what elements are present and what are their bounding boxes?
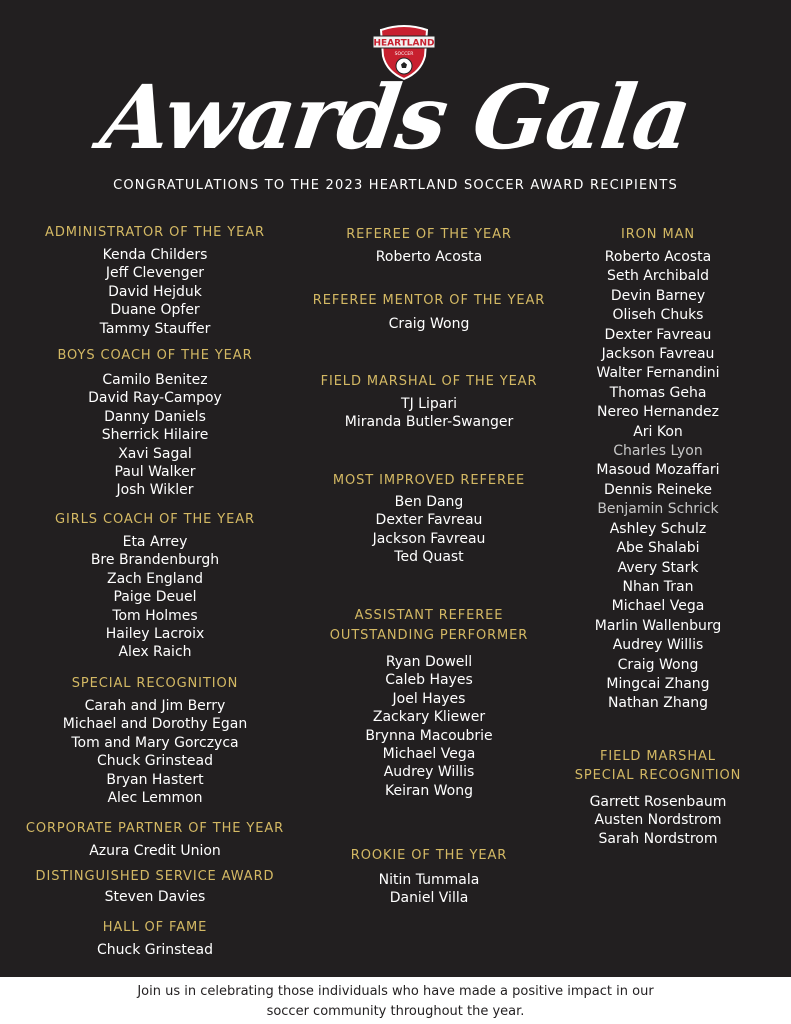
list-item: Bryan Hastert: [106, 771, 204, 788]
list-item: David Ray-Campoy: [88, 390, 222, 407]
list-item: Abe Shalabi: [616, 540, 700, 557]
list-item: Craig Wong: [388, 316, 470, 332]
list-item: Alec Lemmon: [107, 790, 203, 807]
names-field-marshal-special: [548, 793, 768, 848]
list-item: Hailey Lacroix: [105, 626, 205, 643]
list-item: Joel Hayes: [392, 690, 466, 707]
list-item: Roberto Acosta: [604, 249, 712, 265]
list-item: Chuck Grinstead: [96, 942, 213, 958]
list-item: Jeff Clevenger: [105, 265, 205, 282]
heading-iron-man: IRON MAN: [621, 227, 695, 242]
list-item: Zackary Kliewer: [372, 709, 486, 726]
heading-outstanding-performer: OUTSTANDING PERFORMER: [329, 628, 529, 643]
list-item: Keiran Wong: [385, 782, 473, 799]
heading-special-recognition: SPECIAL RECOGNITION: [71, 676, 239, 691]
list-item: Michael Vega: [611, 598, 705, 615]
heading-hall-of-fame: HALL OF FAME: [102, 920, 208, 935]
heading-field-marshal: FIELD MARSHAL OF THE YEAR: [320, 374, 538, 389]
footer-line-2: soccer community throughout the year.: [266, 1004, 525, 1019]
names-girls-coach: [10, 533, 300, 662]
names-special-recognition: [10, 697, 300, 807]
heading-boys-coach: BOYS COACH OF THE YEAR: [57, 348, 253, 363]
list-item: Paul Walker: [114, 464, 196, 481]
list-item: Nereo Hernandez: [597, 404, 719, 421]
heading-assistant-referee: ASSISTANT REFEREE: [354, 608, 504, 623]
list-item: Avery Stark: [617, 559, 699, 576]
logo-sub-text: SOCCER: [394, 52, 414, 57]
names-iron-man: [548, 248, 768, 714]
heading-field-marshal-special-line2: SPECIAL RECOGNITION: [574, 768, 742, 783]
names-corporate-partner: [10, 842, 300, 860]
list-item: Mingcai Zhang: [606, 675, 710, 692]
list-item: Benjamin Schrick: [597, 501, 719, 518]
list-item: Austen Nordstrom: [594, 812, 722, 829]
list-item: Paige Deuel: [113, 589, 197, 606]
list-item: Tom Holmes: [112, 607, 198, 624]
names-distinguished-service: [10, 888, 300, 906]
list-item: Audrey Willis: [383, 764, 475, 781]
list-item: Oliseh Chuks: [612, 307, 704, 324]
list-item: Masoud Mozaffari: [596, 462, 720, 479]
list-item: Dennis Reineke: [603, 481, 713, 498]
list-item: Roberto Acosta: [375, 249, 483, 265]
list-item: Jackson Favreau: [601, 346, 715, 363]
list-item: Tom and Mary Gorczyca: [71, 734, 239, 751]
names-hall-of-fame: [10, 941, 300, 959]
list-item: Sarah Nordstrom: [598, 830, 718, 847]
list-item: David Hejduk: [108, 283, 202, 300]
names-field-marshal: [295, 395, 563, 432]
logo-brand-text: HEARTLAND: [373, 38, 435, 49]
list-item: Nhan Tran: [622, 578, 694, 595]
heading-girls-coach: GIRLS COACH OF THE YEAR: [55, 512, 255, 527]
list-item: Nathan Zhang: [607, 695, 709, 712]
list-item: Seth Archibald: [606, 268, 710, 285]
list-item: Ryan Dowell: [385, 654, 473, 670]
names-referee: [295, 248, 563, 266]
list-item: Michael and Dorothy Egan: [62, 716, 248, 733]
list-item: Ashley Schulz: [609, 520, 707, 537]
list-item: Zach England: [106, 570, 204, 587]
list-item: Nitin Tummala: [378, 872, 480, 888]
heading-referee-mentor: REFEREE MENTOR OF THE YEAR: [312, 293, 546, 308]
list-item: Tammy Stauffer: [99, 320, 211, 337]
column-left: [10, 0, 300, 977]
list-item: Alex Raich: [118, 644, 192, 661]
list-item: Walter Fernandini: [596, 365, 720, 382]
list-item: Thomas Geha: [609, 384, 707, 401]
names-assistant-referee: [295, 653, 563, 800]
page-title: Awards Gala: [95, 65, 696, 169]
list-item: Sherrick Hilaire: [101, 427, 209, 444]
list-item: Ted Quast: [394, 549, 464, 566]
list-item: Audrey Willis: [612, 637, 704, 654]
list-item: Dexter Favreau: [375, 512, 483, 529]
list-item: Bre Brandenburgh: [90, 552, 220, 569]
list-item: Chuck Grinstead: [96, 753, 213, 770]
heading-administrator: ADMINISTRATOR OF THE YEAR: [45, 225, 265, 240]
heading-field-marshal-special: FIELD MARSHAL: [600, 749, 716, 764]
names-referee-mentor: [295, 315, 563, 333]
list-item: Xavi Sagal: [118, 445, 192, 462]
list-item: Craig Wong: [617, 656, 699, 673]
list-item: Danny Daniels: [104, 408, 206, 425]
heading-corporate-partner: CORPORATE PARTNER OF THE YEAR: [25, 821, 285, 836]
footer-message: [0, 982, 791, 1022]
list-item: Devin Barney: [610, 287, 706, 304]
list-item: Michael Vega: [382, 746, 476, 763]
names-rookie: [295, 871, 563, 908]
list-item: TJ Lipari: [401, 396, 457, 412]
footer-line-1: Join us in celebrating those individuals who have made a positive impact in our: [137, 984, 654, 999]
column-middle: [295, 0, 563, 977]
names-administrator: [10, 246, 300, 338]
heading-referee: REFEREE OF THE YEAR: [346, 227, 512, 242]
tagline: CONGRATULATIONS TO THE 2023 HEARTLAND SOCCER AWARD RECIPIENTS: [113, 178, 678, 193]
list-item: Dexter Favreau: [604, 326, 712, 343]
heading-distinguished-service: DISTINGUISHED SERVICE AWARD: [35, 869, 275, 884]
names-boys-coach: [10, 371, 300, 500]
names-most-improved: [295, 493, 563, 567]
list-item: Kenda Childers: [102, 247, 208, 263]
list-item: Charles Lyon: [613, 443, 703, 460]
list-item: Jackson Favreau: [372, 530, 486, 547]
list-item: Duane Opfer: [110, 302, 200, 319]
list-item: Azura Credit Union: [89, 843, 221, 859]
list-item: Eta Arrey: [122, 534, 188, 550]
list-item: Camilo Benitez: [102, 372, 208, 388]
heading-most-improved: MOST IMPROVED REFEREE: [332, 473, 526, 488]
list-item: Garrett Rosenbaum: [589, 794, 727, 810]
list-item: Caleb Hayes: [385, 672, 473, 689]
list-item: Brynna Macoubrie: [365, 727, 493, 744]
list-item: Steven Davies: [104, 889, 206, 905]
list-item: Josh Wikler: [116, 482, 194, 499]
column-right: [548, 0, 768, 977]
list-item: Miranda Butler-Swanger: [344, 414, 514, 431]
list-item: Carah and Jim Berry: [84, 698, 226, 714]
list-item: Daniel Villa: [389, 890, 469, 907]
list-item: Marlin Wallenburg: [594, 617, 722, 634]
list-item: Ari Kon: [633, 423, 683, 440]
list-item: Ben Dang: [394, 494, 464, 510]
heading-rookie: ROOKIE OF THE YEAR: [350, 848, 508, 863]
